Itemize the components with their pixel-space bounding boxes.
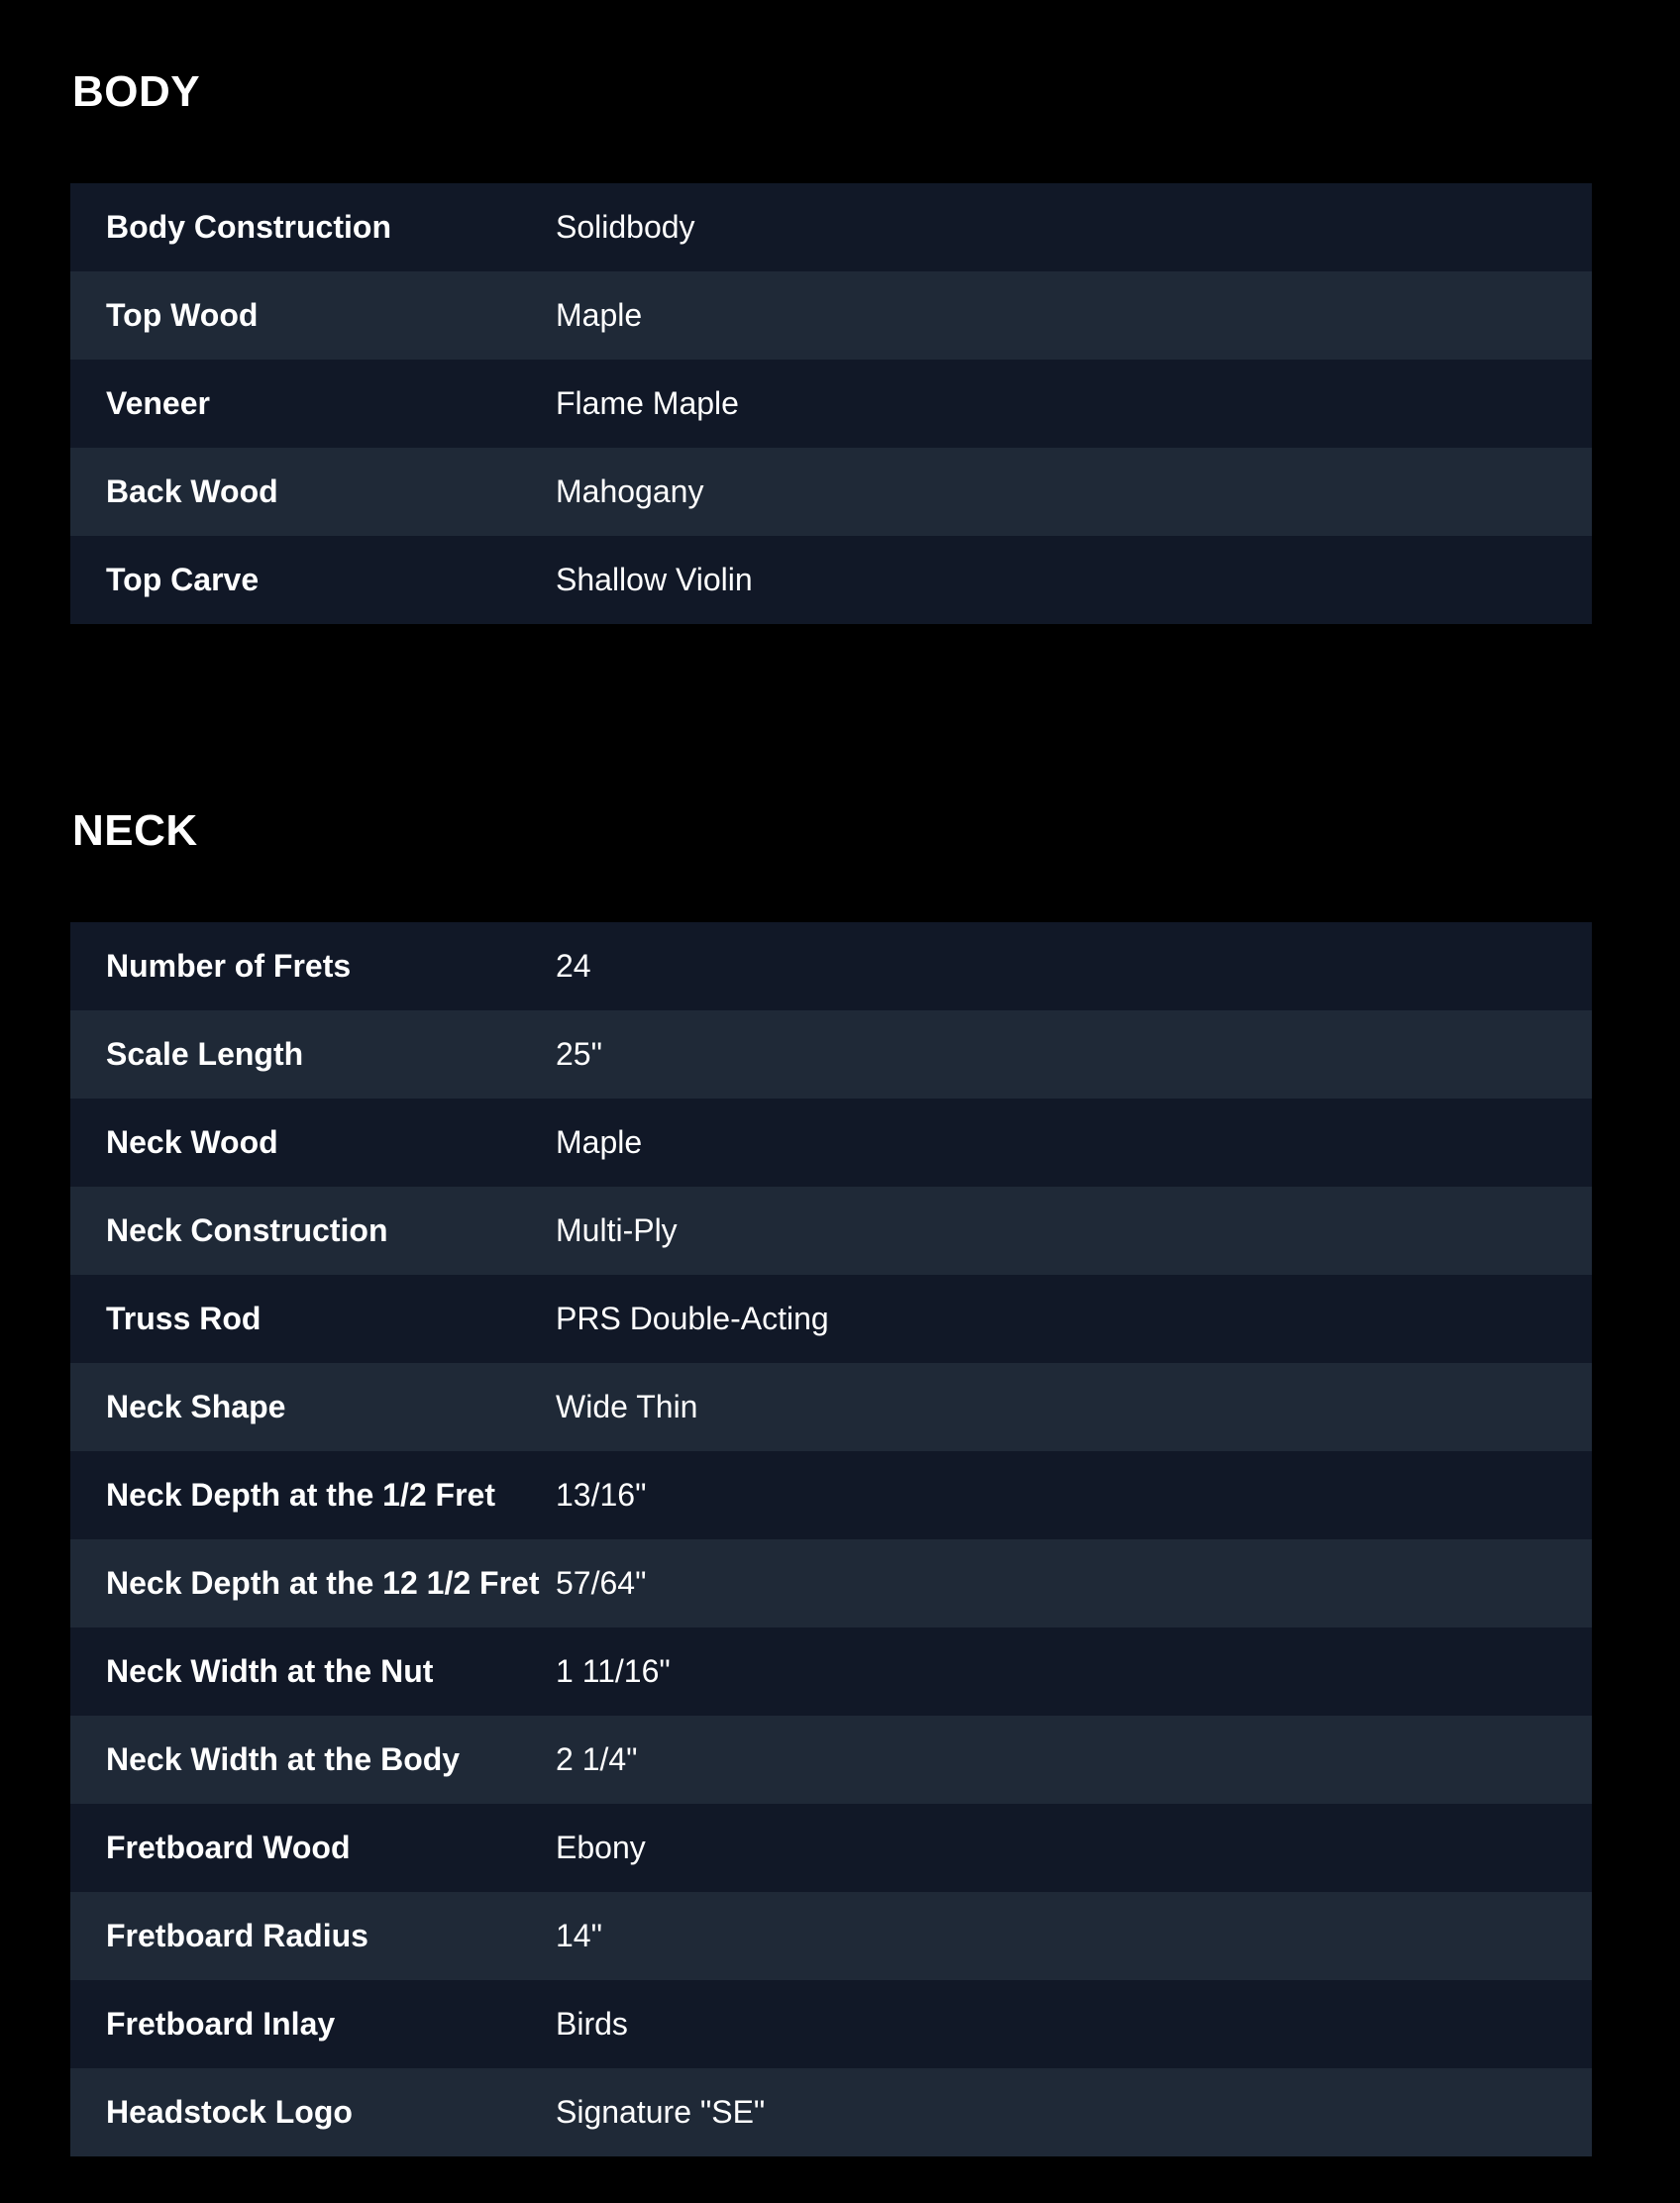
spec-value: 1 11/16": [556, 1653, 671, 1689]
spec-value: 2 1/4": [556, 1741, 638, 1777]
spec-row-veneer: [70, 360, 1592, 448]
spec-value: Maple: [556, 1124, 643, 1160]
spec-row-neck-depth-twelve-half-fret: [70, 1539, 1592, 1627]
spec-row-scale-length: [70, 1010, 1592, 1099]
spec-label: Neck Depth at the 12 1/2 Fret: [106, 1565, 540, 1601]
spec-label: Neck Width at the Nut: [106, 1653, 434, 1689]
spec-label: Fretboard Inlay: [106, 2006, 336, 2042]
spec-label: Number of Frets: [106, 948, 352, 984]
spec-row-headstock-logo: [70, 2068, 1592, 2156]
spec-value: Flame Maple: [556, 385, 739, 421]
section-title: BODY: [72, 67, 201, 116]
body-section: [70, 61, 1592, 624]
spec-label: Neck Depth at the 1/2 Fret: [106, 1477, 495, 1513]
spec-value: Signature "SE": [556, 2094, 766, 2130]
spec-row-neck-depth-half-fret: [70, 1451, 1592, 1539]
spec-label: Back Wood: [106, 473, 278, 509]
spec-label: Neck Shape: [106, 1389, 286, 1424]
spec-row-number-of-frets: [70, 922, 1592, 1010]
spec-row-neck-wood: [70, 1099, 1592, 1187]
spec-label: Neck Width at the Body: [106, 1741, 461, 1777]
spec-label: Headstock Logo: [106, 2094, 353, 2130]
spec-row-top-carve: [70, 536, 1592, 624]
spec-value: PRS Double-Acting: [556, 1301, 829, 1336]
spec-row-fretboard-wood: [70, 1804, 1592, 1892]
spec-value: 57/64": [556, 1565, 647, 1601]
spec-value: 25": [556, 1036, 602, 1072]
body-spec-table: [70, 183, 1592, 624]
spec-row-neck-width-nut: [70, 1627, 1592, 1716]
spec-label: Neck Construction: [106, 1212, 388, 1248]
spec-value: Maple: [556, 297, 643, 333]
spec-label: Fretboard Wood: [106, 1830, 351, 1865]
spec-row-back-wood: [70, 448, 1592, 536]
section-title: NECK: [72, 806, 198, 855]
spec-label: Neck Wood: [106, 1124, 278, 1160]
spec-label: Truss Rod: [106, 1301, 262, 1336]
neck-spec-table: [70, 922, 1592, 2156]
spec-row-neck-width-body: [70, 1716, 1592, 1804]
spec-value: Birds: [556, 2006, 628, 2042]
spec-value: Solidbody: [556, 209, 695, 245]
spec-row-body-construction: [70, 183, 1592, 271]
spec-row-truss-rod: [70, 1275, 1592, 1363]
spec-row-neck-shape: [70, 1363, 1592, 1451]
spec-label: Fretboard Radius: [106, 1918, 368, 1953]
spec-label: Veneer: [106, 385, 210, 421]
spec-value: 14": [556, 1918, 602, 1953]
spec-label: Top Wood: [106, 297, 259, 333]
spec-value: 24: [556, 948, 591, 984]
spec-row-fretboard-radius: [70, 1892, 1592, 1980]
spec-label: Top Carve: [106, 562, 260, 597]
spec-value: Wide Thin: [556, 1389, 698, 1424]
spec-value: Multi-Ply: [556, 1212, 678, 1248]
spec-value: Ebony: [556, 1830, 646, 1865]
spec-value: Shallow Violin: [556, 562, 753, 597]
spec-row-neck-construction: [70, 1187, 1592, 1275]
spec-label: Scale Length: [106, 1036, 304, 1072]
spec-value: Mahogany: [556, 473, 704, 509]
spec-row-fretboard-inlay: [70, 1980, 1592, 2068]
spec-value: 13/16": [556, 1477, 647, 1513]
spec-row-top-wood: [70, 271, 1592, 360]
spec-label: Body Construction: [106, 209, 391, 245]
neck-section: [70, 800, 1592, 2156]
